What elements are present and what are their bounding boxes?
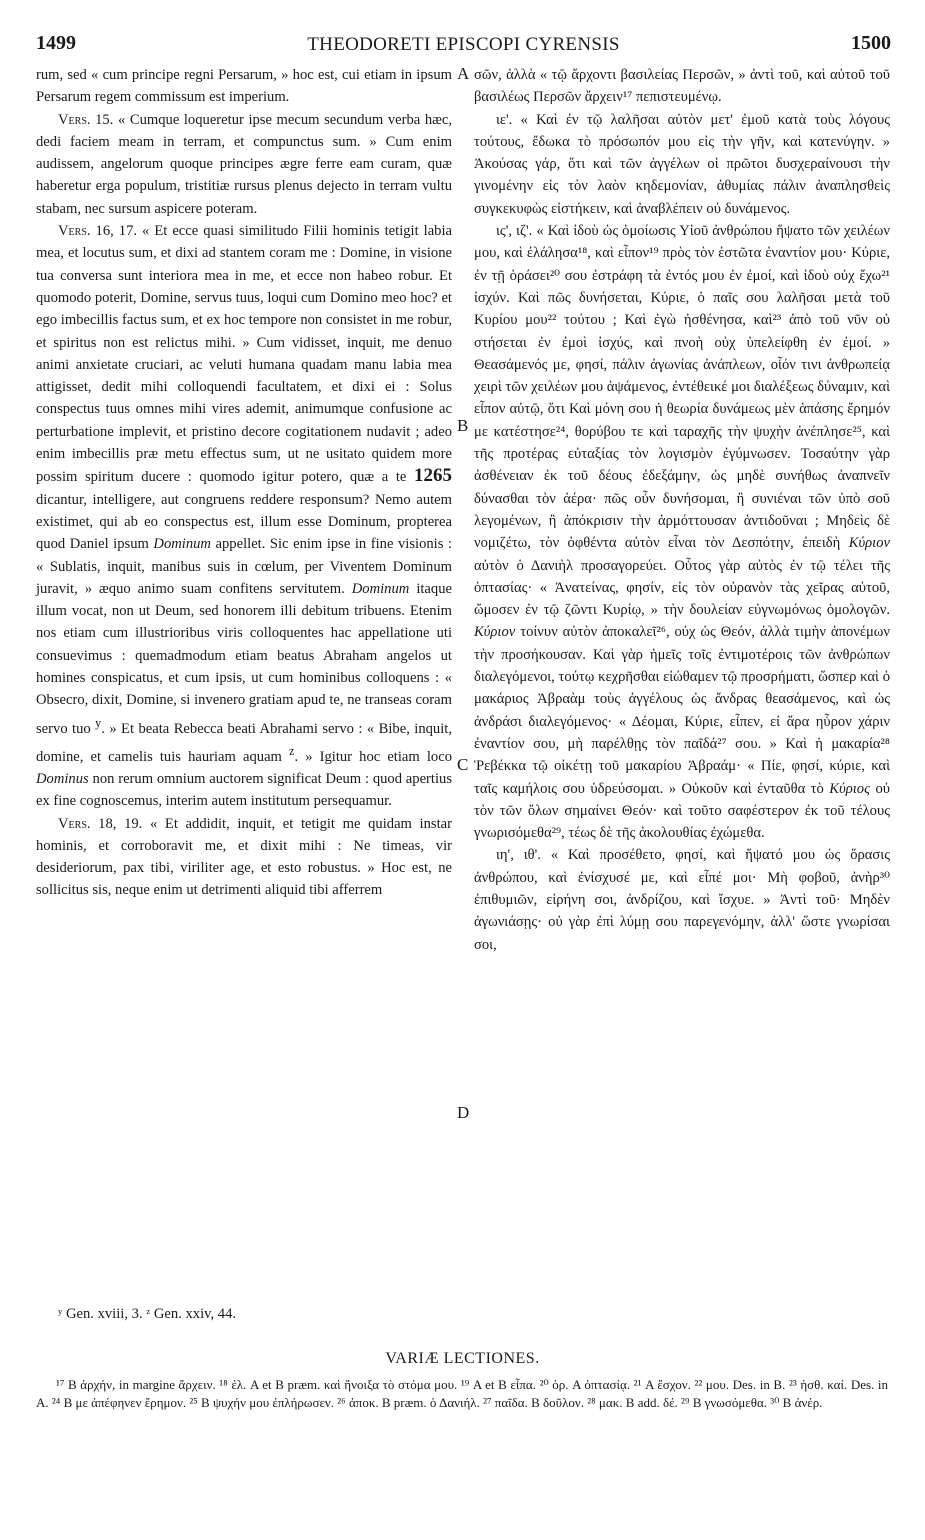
verse-reference: ιη', ιθ'. bbox=[496, 847, 541, 864]
latin-verse-15: Vers. 15. « Cumque loqueretur ipse mecum secundum verba hæc, dedi faciem meam in terram, et compunctus sum. » Cum enim audissem, angelorum quoque principes ægre ferre eam curam, quæ haberetur erga populum, tristitiæ rursus plenus dejecto in terram vultu stabam, nec sursum aspicere poteram. bbox=[36, 111, 452, 217]
margin-letter-d: D bbox=[457, 1103, 470, 1122]
latin-column bbox=[36, 64, 452, 902]
margin-letter-b: B bbox=[457, 416, 469, 435]
page-number-right: 1500 bbox=[851, 32, 891, 54]
latin-verse-18-19: Vers. 18, 19. « Et addidit, inquit, et tetigit me quidam instar hominis, et corroboravit me, et dixit mihi : Ne timeas, vir desideriorum, pax tibi, viriliter age, et esto robustus. » Hoc est, ne sollicitus sis, neque enim ut detrimenti aliquid tibi afferrem bbox=[36, 815, 452, 899]
greek-verse-16-17: ις', ιζ'. « Καὶ ἰδοὺ ὡς ὁμοίωσις Υἱοῦ ἀνθρώπου ἥψατο τῶν χειλέων μου, καὶ ἐλάλησα¹⁸, καὶ εἶπον¹⁹ πρὸς τὸν ἑστῶτα ἐναντίον μου· Κύριε, ἐν τῇ ὁράσει²⁰ σου ἐστράφη τὰ ἐντός μου ἐν ἐμοί, καὶ ἰδοὺ οὐχ ἔχω²¹ ἰσχύν. Καὶ πῶς δυνήσεται, Κύριε, ὁ παῖς σου λαλῆσαι μετὰ τοῦ Κυρίου μου²² τούτου ; Καὶ ἐγὼ ἠσθένησα, καὶ²³ ἀπὸ τοῦ νῦν οὐ στήσεται ἐν ἐμοὶ ἰσχύς, καὶ πνοὴ οὐχ ὑπελείφθη ἐν ἐμοί. » Θεασάμενός με, φησί, πάλιν ἀγωνίας ἀνάπλεων, οἷόν τινι ἀνθρωπείᾳ χειρὶ τῶν χειλέων μου ἀψάμενος, ἐντέθεικέ μοι διαλέξεως δύναμιν, καὶ εἶπον αὐτῷ, ὅτι Καὶ μόνη σου ἡ θεωρία δυνάμεως μὲν ἁπάσης ἔρημόν με κατέστησε²⁴, θορύβου τε καὶ ταραχῆς τὴν ψυχὴν ἀνέπλησε²⁵, καὶ τῆς προτέρας εὐταξίας τὸν λογισμὸν ἐγύμνωσεν. Τοσαύτην γὰρ ἀσθένειαν ἐκ τοῦ δέους ἐδεξάμην, ὡς μηδὲ συνήθως ἀναπνεῖν δύνασθαι τὸν ἀέρα· πῶς οὖν δυνήσομαι, ἢ συνιέναι τῶν ὑπὸ σοῦ λεγομένων, ἢ ἀπόκρισιν τὴν ἁρμόττουσαν ἀντιδοῦναι ; Μηδεὶς δὲ νομιζέτω, τὸν ὀφθέντα αὐτὸν εἶναι τὸν Δεσπότην, ἐπειδὴ Κύριον αὐτὸν ὁ Δανιὴλ προσαγορεύει. Οὗτος γὰρ αὐτὸς ἐν τῷ τέλει τῆς ὀπτασίας· « Ἀνατείνας, φησίν, εἰς τὸν οὐρανὸν τὰς χεῖρας αὐτοῦ, ὤμοσεν ἐν τῷ ζῶντι Κυρίῳ, » τὴν δουλείαν εὐγνωμόνως ὁμολογῶν. Κύριον τοίνυν αὐτὸν ἀποκαλεῖ²⁶, οὐχ ὡς Θεόν, ἀλλὰ τιμὴν ἀπονέμων τὴν προσήκουσαν. Καὶ γὰρ ἡμεῖς τοῖς ἐντιμοτέροις τῶν ἀνθρώπων διαλεγόμενοι, τούτῳ κεχρῆσθαι εἰώθαμεν τῷ προσρήματι, ὥσπερ καὶ ὁ μακάριος Ἀβραὰμ τοὺς ἀγγέλους ὡς ἄνδρας θεασάμενος, καὶ ὡς ἀνδράσι διαλεγόμενος· « Δέομαι, Κύριε, εἶπεν, εἰ ἄρα ηὗρον χάριν ἐναντίον σου, μὴ παρέλθῃς τὸν παῖδά²⁷ σου. » Καὶ ἡ μακαρία²⁸ Ῥεβέκκα τῷ οἰκέτῃ τοῦ μακαρίου Ἀβραάμ· « Πίε, φησί, κύριε, καὶ ταῖς καμήλοις σου ὑδρεύσομαι. » Οὐκοῦν καὶ ἐνταῦθα τὸ Κύριος οὐ τὸν τῶν ὅλων σημαίνει Θεόν· καὶ τοῦτο σαφέστερον ἐκ τοῦ τέλους γνωρισόμεθα²⁹, τέως δὲ τῆς ἀκολουθίας ἐχώμεθα. bbox=[474, 223, 891, 842]
greek-paragraph: σῶν, ἀλλὰ « τῷ ἄρχοντι βασιλείας Περσῶν, » ἀντὶ τοῦ, καὶ αὐτοῦ τοῦ βασιλέως Περσῶν ἄρχειν¹⁷ πεπιστευμένῳ. bbox=[474, 67, 890, 106]
page-header bbox=[36, 32, 891, 62]
verse-reference: Vers. 18, 19. bbox=[58, 815, 143, 832]
latin-verse-16-17: Vers. 16, 17. « Et ecce quasi similitudo Filii hominis tetigit labia mea, et locutus sum, et dixi ad stantem coram me : Domine, in visione tua conversa sunt interiora mea in me, et ecce non habeo robur. Et quomodo poterit, Domine, servus tuus, loqui cum Domino meo hoc? et ego imbecillis factus sum, et ex hoc tempore non consistet in me robur, et spiritus non est relictus mihi. » Cum vidisset, inquit, me denuo animi anxietate cruciari, ac veluti humana quadam manu labia mea attigisset, dedit mihi colloquendi facultatem, et dixi ei : Solus conspectus tuus omnes mihi vires ademit, animumque confusione ac perturbatione implevit, et pristino decore cogitationem nudavit ; adeo enim imbecillis præ metu effectus sum, ut ne usitato quidem more possim spiritum ducere : quomodo igitur potero, quæ a te 1265 dicantur, intelligere, aut congruens reddere responsum? Nemo autem existimet, qui ab eo conspectus est, illum esse Dominum, propterea quod Daniel ipsum Dominum appellet. Sic enim ipse in fine visionis : « Sublatis, inquit, manibus suis in cœlum, per Viventem Dominum juravit, » æquo animo suam confitens servitutem. Dominum itaque illum vocat, non ut Deum, sed honorem illi debitum tribuens. Etenim nos etiam cum illustrioribus viris colloquentes hac appellatione uti consuevimus : quemadmodum etiam beatus Abraham angelos ut homines conspicatus, et cum ipsis, ut cum hominibus colloquens : « Obsecro, dixit, Domine, si invenero gratiam apud te, ne transeas coram servo tuo $^y$. » Et beata Rebecca beati Abrahami servo : « Bibe, inquit, domine, et camelis tuis hauriam aquam $^z$. » Igitur hoc etiam loco Dominus non rerum omnium auctorem significat Deum : quod apertius ex fine cognoscemus, interim autem institutum persequamur. bbox=[36, 223, 453, 810]
column-number: 1265 bbox=[414, 465, 452, 487]
footnotes: ʸ Gen. xviii, 3. ᶻ Gen. xxiv, 44. bbox=[58, 1306, 237, 1322]
margin-letter-c: C bbox=[457, 755, 469, 774]
greek-column bbox=[474, 64, 890, 956]
footnote-marker: z bbox=[289, 743, 295, 758]
page-number-left: 1499 bbox=[36, 32, 76, 54]
variae-lectiones-heading: VARIÆ LECTIONES. bbox=[385, 1350, 540, 1367]
verse-reference: ιε'. bbox=[496, 111, 513, 128]
verse-reference: Vers. 16, 17. bbox=[58, 223, 138, 240]
verse-reference: Vers. 15. bbox=[58, 111, 114, 128]
variae-lectiones-text: ¹⁷ B ἀρχήν, in margine ἄρχειν. ¹⁸ ἐλ. A et B præm. καὶ ἤνοιξα τὸ στόμα μου. ¹⁹ A et B εἶπα. ²⁰ ὁρ. A ὀπτασίᾳ. ²¹ A ἔσχον. ²² μου. Des. in B. ²³ ἠσθ. καί. Des. in A. ²⁴ B με ἀπέφηνεν ἔρημον. ²⁵ B ψυχήν μου ἐπλήρωσεν. ²⁶ ἀποκ. B præm. ὁ Δανιήλ. ²⁷ παῖδα. B δοῦλον. ²⁸ μακ. B add. δέ. ²⁹ B γνωσόμεθα. ³⁰ B ἀνέρ. bbox=[36, 1377, 888, 1410]
margin-letter-a: A bbox=[457, 64, 470, 83]
running-title: THEODORETI EPISCOPI CYRENSIS bbox=[307, 34, 620, 55]
verse-reference: ις', ιζ'. bbox=[496, 223, 533, 240]
greek-verse-15: ιε'. « Καὶ ἐν τῷ λαλῆσαι αὐτὸν μετ' ἐμοῦ κατὰ τοὺς λόγους τούτους, ἔδωκα τὸ πρόσωπόν μου εἰς τὴν γῆν, καὶ κατενύγην. » Ἀκούσας γάρ, ὅτι καὶ τῶν ἀγγέλων οἱ πρῶτοι δυσχεραίνουσι τὴν γινομένην εἰς τὸν λαὸν κηδεμονίαν, ἀθυμίας πάλιν ἀναπλησθεὶς συγκεκυφὼς εἱστήκειν, καὶ ἀναβλέπειν οὐ δυνάμενος. bbox=[474, 111, 890, 217]
latin-paragraph: rum, sed « cum principe regni Persarum, » hoc est, cui etiam in ipsum Persarum regem commissum est imperium. bbox=[36, 67, 452, 106]
variae-lectiones bbox=[36, 1376, 888, 1411]
greek-verse-18-19: ιη', ιθ'. « Καὶ προσέθετο, φησί, καὶ ἥψατό μου ὡς ὅρασις ἀνθρώπου, καὶ ἐνίσχυσέ με, καὶ εἶπέ μοι· Μὴ φοβοῦ, ἀνὴρ³⁰ ἐπιθυμιῶν, εἰρήνη σοι, ἀνδρίζου, καὶ ἴσχυε. » Ἀντὶ τοῦ· Μηδὲν ἀγωνιάσῃς· οὐ γὰρ ἐπὶ λύμῃ σου παρεγενόμην, ἀλλ' ὥστε γνωρίσαι σοι, bbox=[474, 847, 890, 953]
footnote-marker: y bbox=[95, 715, 102, 730]
